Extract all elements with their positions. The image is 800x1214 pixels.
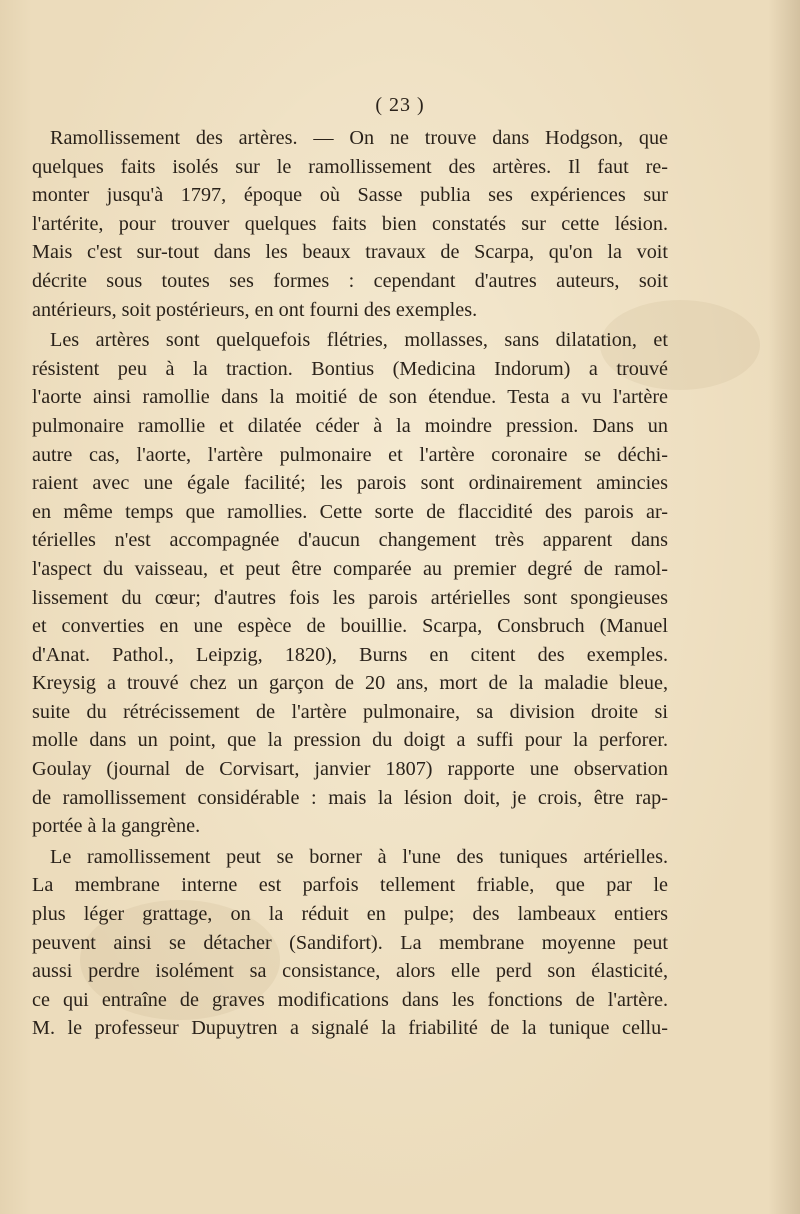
- text-line: de ramollissement considérable : mais la lésion doit, je crois, être rap-: [32, 786, 668, 809]
- text-line: décrite sous toutes ses formes : cependant d'autres auteurs, soit: [32, 269, 668, 292]
- text-line: autre cas, l'aorte, l'artère pulmonaire et l'artère coronaire se déchi-: [32, 443, 668, 466]
- text-line: Goulay (journal de Corvisart, janvier 1807) rapporte une observation: [32, 758, 668, 781]
- text-line: quelques faits isolés sur le ramollissement des artères. Il faut re-: [32, 155, 668, 178]
- text-line: en même temps que ramollies. Cette sorte de flaccidité des parois ar-: [32, 500, 668, 523]
- paragraph-1: [32, 124, 668, 324]
- text-line: plus léger grattage, on la réduit en pulpe; des lambeaux entiers: [32, 903, 668, 926]
- text-line: Les artères sont quelquefois flétries, mollasses, sans dilatation, et: [50, 329, 668, 352]
- text-line: résistent peu à la traction. Bontius (Medicina Indorum) a trouvé: [32, 357, 668, 380]
- page-number: ( 23 ): [375, 94, 425, 116]
- body-text: [32, 124, 668, 1043]
- text-line: Kreysig a trouvé chez un garçon de 20 ans, mort de la maladie bleue,: [32, 672, 668, 695]
- text-line: antérieurs, soit postérieurs, en ont fourni des exemples.: [32, 298, 478, 321]
- text-line: térielles n'est accompagnée d'aucun changement très apparent dans: [32, 529, 668, 552]
- text-line: l'artérite, pour trouver quelques faits bien constatés sur cette lésion.: [32, 212, 668, 235]
- text-line: molle dans un point, que la pression du doigt a suffi pour la perforer.: [32, 729, 668, 752]
- text-line: suite du rétrécissement de l'artère pulmonaire, sa division droite si: [32, 700, 668, 723]
- text-line: Mais c'est sur-tout dans les beaux travaux de Scarpa, qu'on la voit: [32, 241, 668, 264]
- text-line: monter jusqu'à 1797, époque où Sasse publia ses expériences sur: [32, 184, 668, 207]
- text-line: ce qui entraîne de graves modifications dans les fonctions de l'artère.: [32, 988, 668, 1011]
- text-line: l'aspect du vaisseau, et peut être comparée au premier degré de ramol-: [32, 557, 668, 580]
- text-line: pulmonaire ramollie et dilatée céder à la moindre pression. Dans un: [32, 414, 668, 437]
- paragraph-2: [32, 326, 668, 841]
- text-line: Ramollissement des artères. — On ne trouve dans Hodgson, que: [50, 127, 668, 149]
- text-line: La membrane interne est parfois tellement friable, que par le: [32, 874, 668, 897]
- text-line: d'Anat. Pathol., Leipzig, 1820), Burns en citent des exemples.: [32, 643, 668, 666]
- text-line: aussi perdre isolément sa consistance, alors elle perd son élasticité,: [32, 960, 668, 983]
- text-line: raient avec une égale facilité; les parois sont ordinairement amincies: [32, 472, 668, 495]
- paragraph-3: [32, 843, 668, 1043]
- text-line: M. le professeur Dupuytren a signalé la friabilité de la tunique cellu-: [32, 1017, 668, 1040]
- text-line: Le ramollissement peut se borner à l'une des tuniques artérielles.: [50, 845, 668, 868]
- text-line: l'aorte ainsi ramollie dans la moitié de son étendue. Testa a vu l'artère: [32, 386, 668, 409]
- text-line: lissement du cœur; d'autres fois les parois artérielles sont spongieuses: [32, 586, 668, 609]
- text-line: peuvent ainsi se détacher (Sandifort). La membrane moyenne peut: [32, 931, 668, 954]
- text-line: et converties en une espèce de bouillie. Scarpa, Consbruch (Manuel: [32, 615, 668, 638]
- text-line: portée à la gangrène.: [32, 815, 201, 838]
